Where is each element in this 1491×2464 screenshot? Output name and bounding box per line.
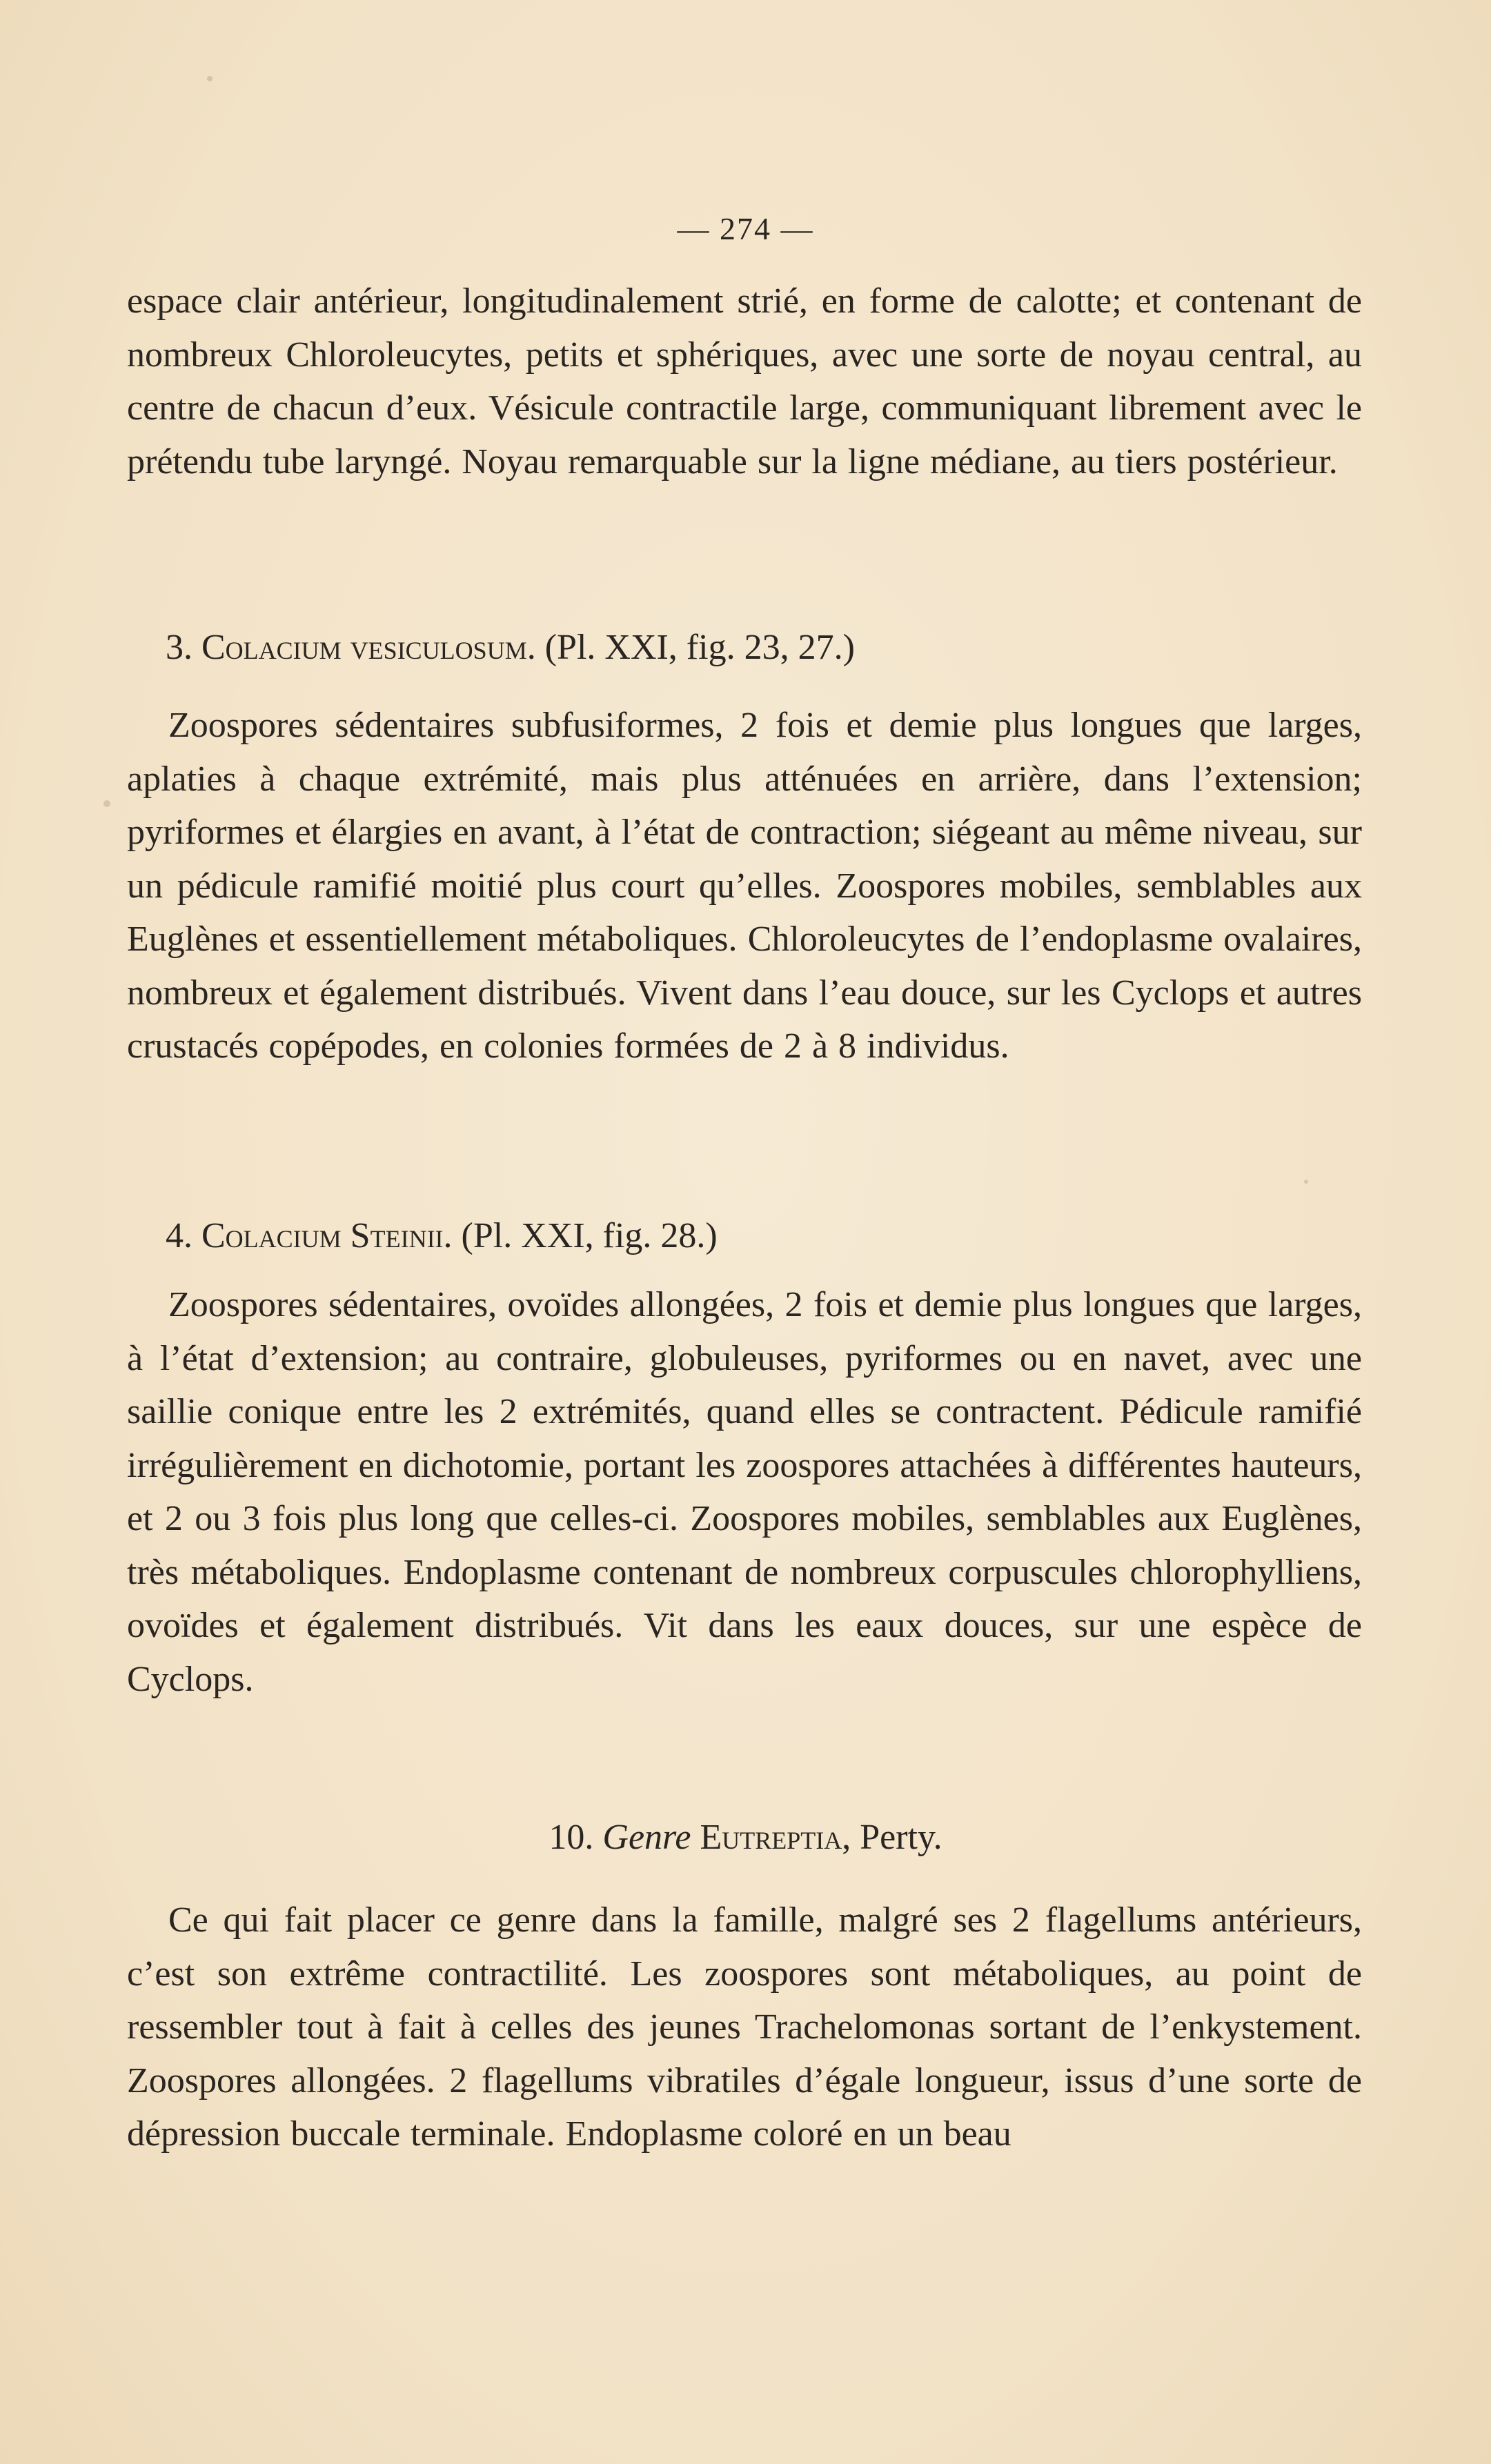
genus-10-author: Perty.	[860, 1818, 942, 1857]
page-number: — 274 —	[677, 211, 814, 246]
species-4-number: 4.	[166, 1216, 192, 1255]
species-3-heading	[166, 621, 855, 674]
paper-speck	[207, 76, 213, 81]
species-4-name: Colacium Steinii.	[201, 1216, 453, 1255]
genus-10-description: Ce qui fait placer ce genre dans la famille, malgré ses 2 flagellums antérieurs, c’est son extrême contractilité. Les zoospores sont métaboliques, au point de ressembler tout à fait à celles des jeunes Trachelomonas sortant de l’enkystement. Zoospores allongées. 2 flagellums vibratiles d’égale longueur, issus d’une sorte de dépression buccale terminale. Endoplasme coloré en un beau	[127, 1900, 1362, 2154]
genus-10-name: Eutreptia,	[700, 1818, 851, 1857]
species-4-description: Zoospores sédentaires, ovoïdes allongées, 2 fois et demie plus longues que larges, à l’état d’extension; au contraire, globuleuses, pyriformes ou en navet, avec une saillie conique entre les 2 extrémités, quand elles se contractent. Pédicule ramifié irrégulièrement en dichotomie, portant les zoospores attachées à différentes hauteurs, et 2 ou 3 fois plus long que celles-ci. Zoospores mobiles, semblables aux Euglènes, très métaboliques. Endoplasme contenant de nombreux corpuscules chlorophylliens, ovoïdes et également distribués. Vit dans les eaux douces, sur une espèce de Cyclops.	[127, 1285, 1362, 1699]
species-3-reference: (Pl. XXI, fig. 23, 27.)	[544, 628, 855, 667]
paper-speck	[1304, 1180, 1308, 1184]
continuation-paragraph	[127, 275, 1362, 488]
paragraph-text: espace clair antérieur, longitudinalement strié, en forme de calotte; et contenant de nombreux Chloroleucytes, petits et sphériques, avec une sorte de noyau central, au centre de chacun d’eux. Vésicule contractile large, communiquant librement avec le prétendu tube laryngé. Noyau remarquable sur la ligne médiane, au tiers postérieur.	[127, 281, 1362, 481]
species-3-description: Zoospores sédentaires subfusiformes, 2 fois et demie plus longues que larges, aplaties à chaque extrémité, mais plus atténuées en arrière, dans l’extension; pyriformes et élargies en avant, à l’état de contraction; siégeant au même niveau, sur un pédicule ramifié moitié plus court qu’elles. Zoospores mobiles, semblables aux Euglènes et essentiellement métaboliques. Chloroleucytes de l’endoplasme ovalaires, nombreux et également distribués. Vivent dans l’eau douce, sur les Cyclops et autres crustacés copépodes, en colonies formées de 2 à 8 individus.	[127, 706, 1362, 1066]
species-3-number: 3.	[166, 628, 192, 667]
species-4-reference: (Pl. XXI, fig. 28.)	[461, 1216, 718, 1255]
species-4-heading	[166, 1209, 718, 1262]
species-4-description-block	[127, 1278, 1362, 1706]
paper-speck	[103, 800, 110, 807]
genus-10-number: 10.	[549, 1818, 594, 1857]
genus-10-heading	[0, 1811, 1491, 1864]
species-3-name: Colacium vesiculosum.	[201, 628, 536, 667]
genus-10-description-block	[127, 1894, 1362, 2161]
species-3-description-block	[127, 699, 1362, 1073]
genus-10-genre-label: Genre	[602, 1818, 691, 1857]
